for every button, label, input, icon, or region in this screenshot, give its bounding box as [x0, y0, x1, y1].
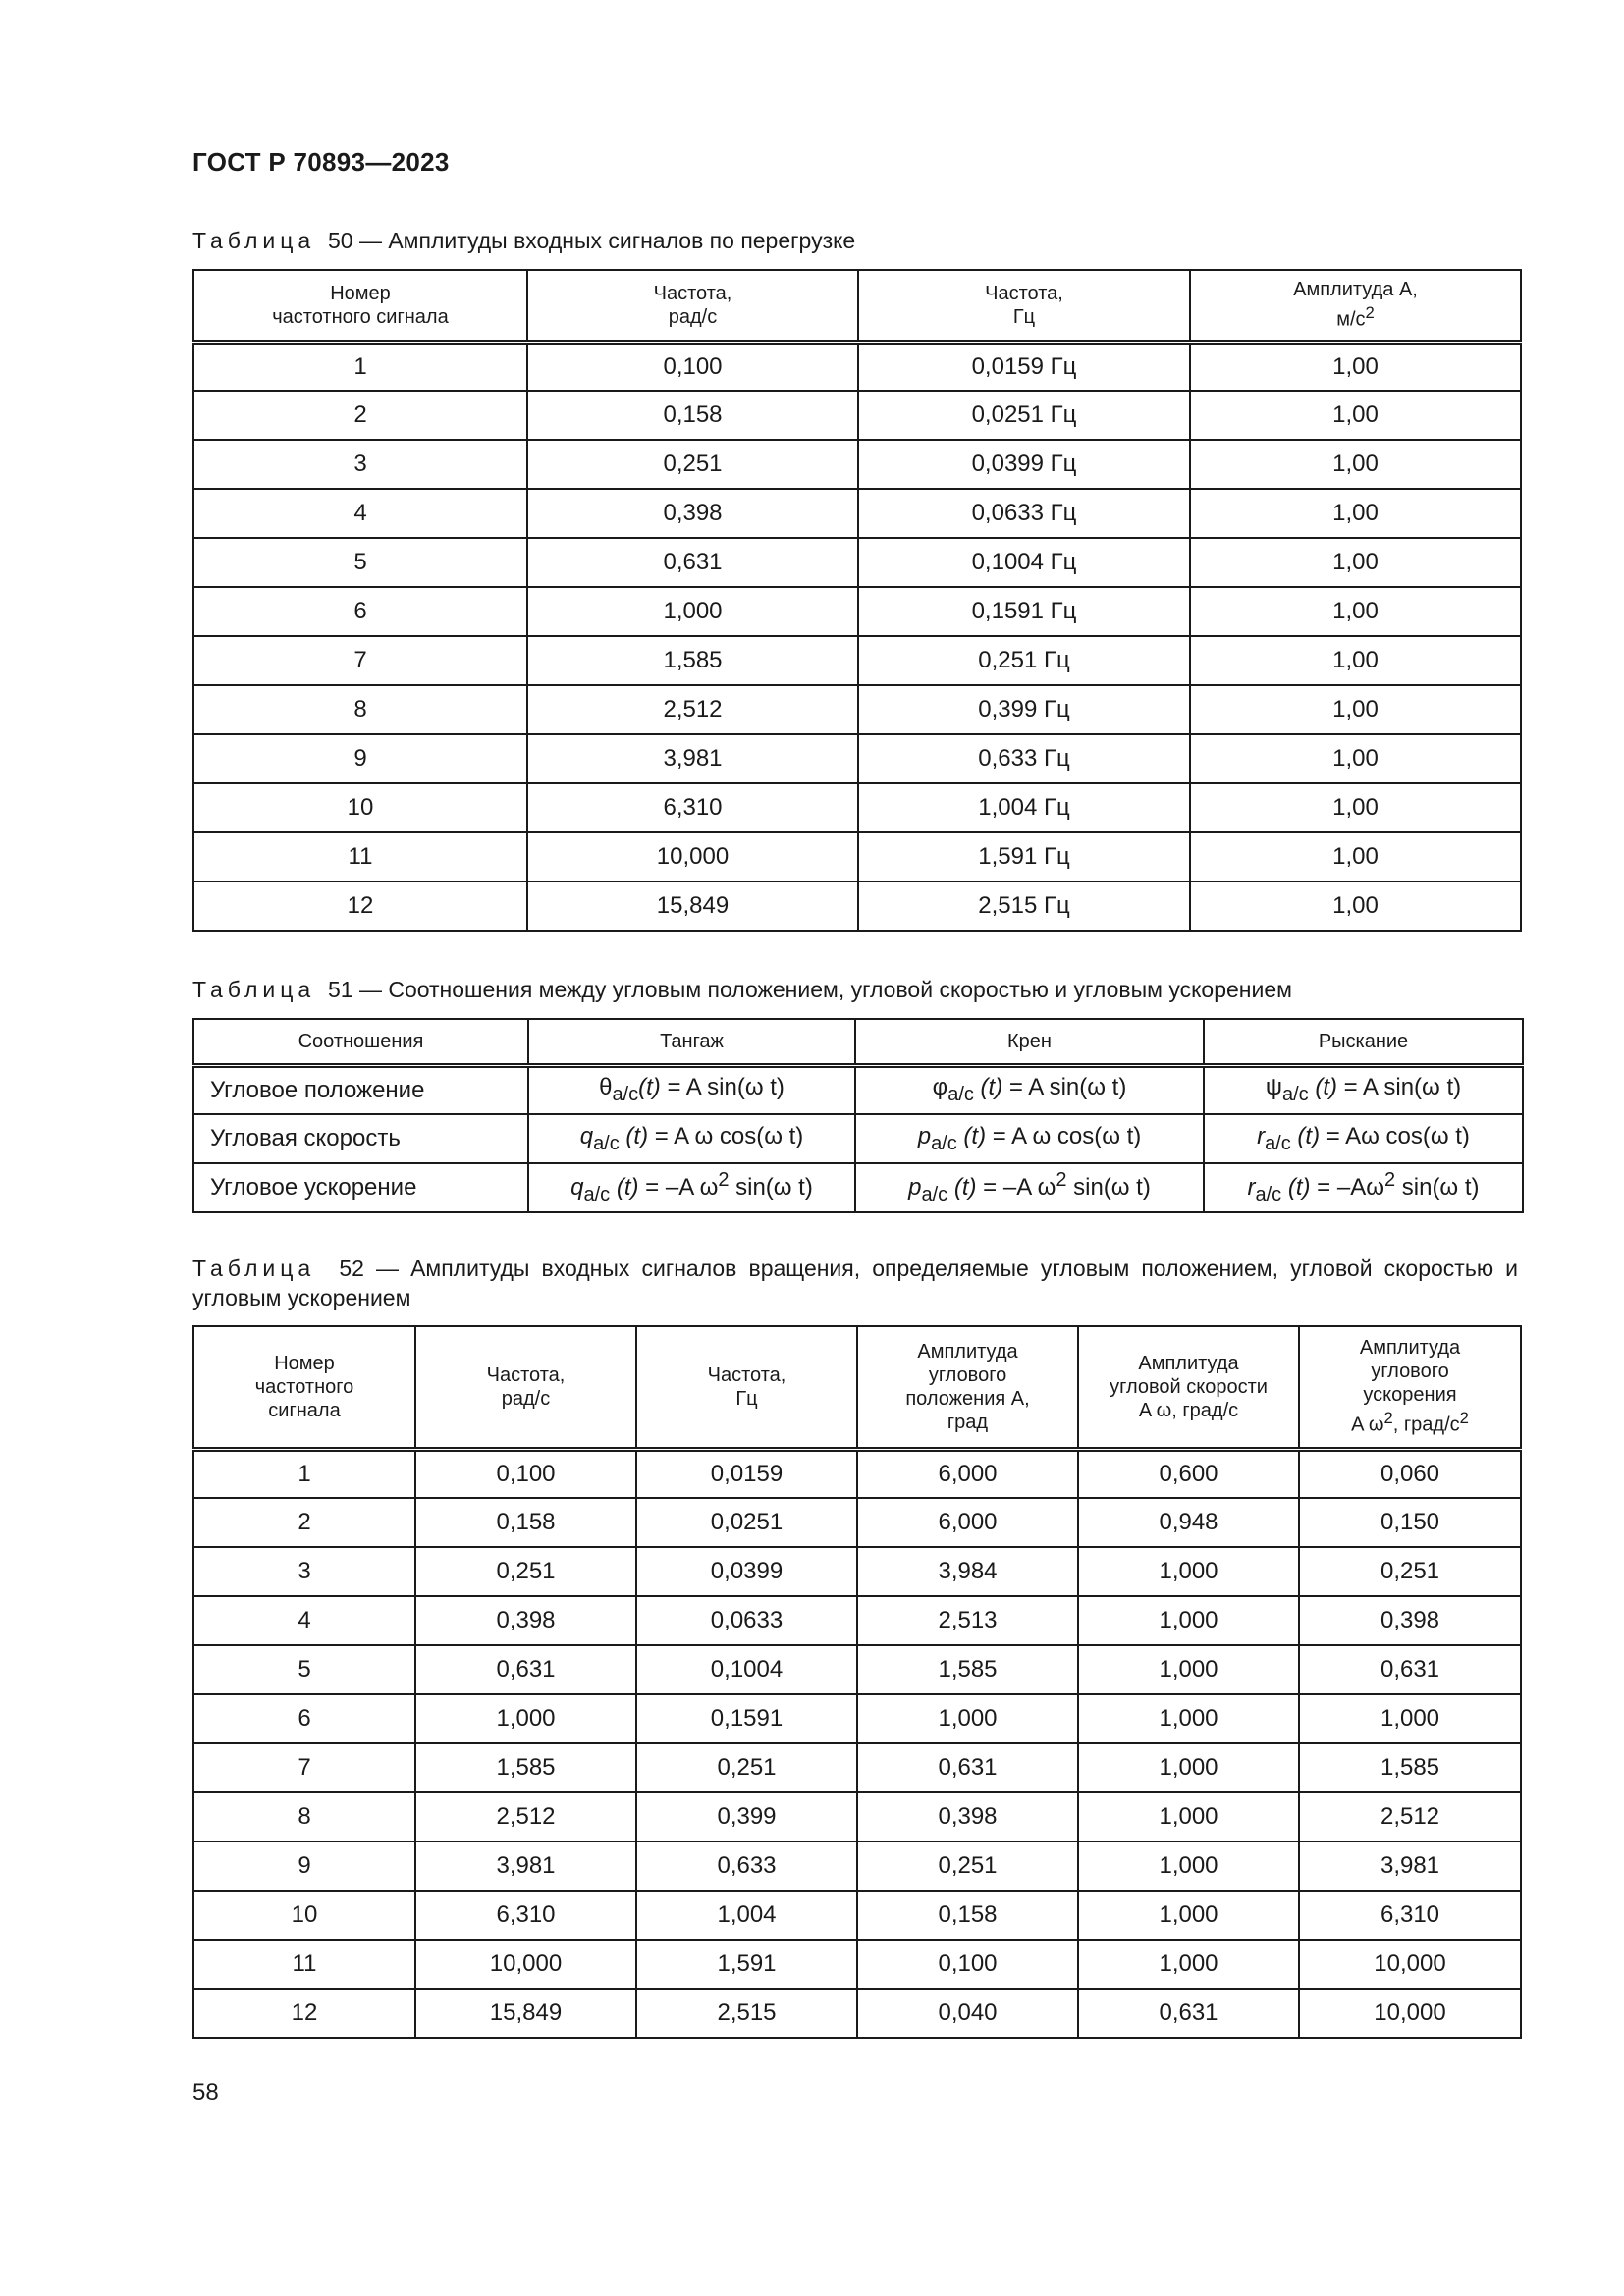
- header-amplitude: Амплитуда А, $м/с^2$: [1190, 270, 1521, 342]
- table-cell: 5: [193, 538, 527, 587]
- table-cell: 15,849: [527, 881, 858, 931]
- table-cell: 0,251: [415, 1547, 636, 1596]
- table-header-row: [193, 1019, 1523, 1065]
- table-cell: 0,251: [527, 440, 858, 489]
- table-cell: 1,004: [636, 1891, 857, 1940]
- table-cell: 1,000: [1078, 1547, 1299, 1596]
- table-cell: 1,000: [1078, 1940, 1299, 1989]
- header-frequency-rad: Частота, рад/с: [415, 1326, 636, 1449]
- table-cell: 0,100: [857, 1940, 1078, 1989]
- table-cell: 0,1004 Гц: [858, 538, 1190, 587]
- table-cell: 3,981: [415, 1842, 636, 1891]
- table-cell: 0,1591: [636, 1694, 857, 1743]
- table-row: [193, 1498, 1521, 1547]
- table-row: [193, 587, 1521, 636]
- header-frequency-hz: Частота, Гц: [858, 270, 1190, 342]
- table-cell: 10,000: [1299, 1940, 1521, 1989]
- table-row: [193, 1743, 1521, 1792]
- table-cell: 10,000: [415, 1940, 636, 1989]
- table-cell: 6,310: [527, 783, 858, 832]
- table-cell: 1,00: [1190, 636, 1521, 685]
- table-cell: 0,1004: [636, 1645, 857, 1694]
- table-cell: 1,000: [1078, 1842, 1299, 1891]
- table-cell: 1,00: [1190, 440, 1521, 489]
- table-cell: 15,849: [415, 1989, 636, 2038]
- table-header-row: [193, 270, 1521, 342]
- table-title: 51 — Соотношения между угловым положением, угловой скоростью и угловым ускорением: [327, 977, 1292, 1002]
- table-cell: 3,981: [1299, 1842, 1521, 1891]
- table-label: Таблица: [192, 1255, 316, 1281]
- table-cell: 0,948: [1078, 1498, 1299, 1547]
- roll-formula: $\varphi_{a/c}$ (t) = A sin(ω t): [855, 1065, 1204, 1114]
- header-frequency-number: Номер частотного сигнала: [193, 270, 527, 342]
- table-cell: 0,399: [636, 1792, 857, 1842]
- header-frequency-hz: Частота, Гц: [636, 1326, 857, 1449]
- table-cell: 0,0633: [636, 1596, 857, 1645]
- table-cell: 6,000: [857, 1449, 1078, 1498]
- table-cell: 0,0399 Гц: [858, 440, 1190, 489]
- table-cell: 1: [193, 342, 527, 391]
- table-cell: 1,00: [1190, 685, 1521, 734]
- table-row: [193, 489, 1521, 538]
- header-roll: Крен: [855, 1019, 1204, 1065]
- table-cell: 8: [193, 685, 527, 734]
- roll-formula: $p_{a/c}$ (t) = A ω cos(ω t): [855, 1114, 1204, 1163]
- table-row: [193, 1645, 1521, 1694]
- pitch-formula: $q_{a/c}$ (t) = A ω cos(ω t): [528, 1114, 855, 1163]
- table-row: [193, 1065, 1523, 1114]
- table-cell: 0,1591 Гц: [858, 587, 1190, 636]
- table-cell: 10: [193, 1891, 415, 1940]
- table-row: [193, 1449, 1521, 1498]
- table-cell: 0,0633 Гц: [858, 489, 1190, 538]
- table-label: Таблица: [192, 977, 316, 1002]
- table-cell: 0,398: [415, 1596, 636, 1645]
- table-cell: 0,631: [527, 538, 858, 587]
- table-label: Таблица: [192, 228, 316, 253]
- table-header-row: [193, 1326, 1521, 1449]
- table-cell: 1,585: [415, 1743, 636, 1792]
- table-cell: 1,00: [1190, 342, 1521, 391]
- table-cell: 0,631: [1299, 1645, 1521, 1694]
- table-cell: 1,585: [1299, 1743, 1521, 1792]
- table-cell: 6,310: [1299, 1891, 1521, 1940]
- table-row: [193, 1596, 1521, 1645]
- table-cell: 1,00: [1190, 783, 1521, 832]
- pitch-formula: $q_{a/c}$ (t) = –A $\omega^2$ sin(ω t): [528, 1163, 855, 1212]
- table-row: [193, 1842, 1521, 1891]
- table-cell: 0,0159 Гц: [858, 342, 1190, 391]
- table-cell: 4: [193, 489, 527, 538]
- table-cell: 0,0251: [636, 1498, 857, 1547]
- header-frequency-number: Номер частотного сигнала: [193, 1326, 415, 1449]
- table-cell: 3: [193, 440, 527, 489]
- roll-formula: $p_{a/c}$ (t) = –A $\omega^2$ sin(ω t): [855, 1163, 1204, 1212]
- table-cell: 1,591: [636, 1940, 857, 1989]
- table-cell: 0,040: [857, 1989, 1078, 2038]
- table-cell: 10,000: [527, 832, 858, 881]
- table-cell: 1,591 Гц: [858, 832, 1190, 881]
- table-cell: 1,000: [1078, 1596, 1299, 1645]
- table-52: [192, 1325, 1522, 2039]
- table-cell: 0,0159: [636, 1449, 857, 1498]
- table-cell: 2,513: [857, 1596, 1078, 1645]
- table-cell: 9: [193, 1842, 415, 1891]
- table-cell: 1,00: [1190, 391, 1521, 440]
- document-code: ГОСТ Р 70893—2023: [192, 147, 450, 177]
- table-51: [192, 1018, 1524, 1213]
- table-cell: 8: [193, 1792, 415, 1842]
- yaw-formula: $r_{a/c}$ $(t) = -A\omega^2$ sin(ω t): [1204, 1163, 1523, 1212]
- table-cell: 0,398: [857, 1792, 1078, 1842]
- table-cell: 6: [193, 1694, 415, 1743]
- table-cell: 1,000: [1078, 1891, 1299, 1940]
- table-row: [193, 832, 1521, 881]
- table-cell: 0,398: [527, 489, 858, 538]
- table-cell: 1,585: [527, 636, 858, 685]
- table-cell: 0,633 Гц: [858, 734, 1190, 783]
- table-row: [193, 1891, 1521, 1940]
- table-row: [193, 1114, 1523, 1163]
- table-row: [193, 685, 1521, 734]
- table-cell: 0,0251 Гц: [858, 391, 1190, 440]
- table-cell: 6,310: [415, 1891, 636, 1940]
- table-cell: 6: [193, 587, 527, 636]
- table-cell: 12: [193, 1989, 415, 2038]
- table-title: 50 — Амплитуды входных сигналов по перегрузке: [327, 228, 856, 253]
- table-cell: 0,251: [1299, 1547, 1521, 1596]
- table-cell: 1,00: [1190, 832, 1521, 881]
- table-cell: 0,100: [415, 1449, 636, 1498]
- table-cell: 0,399 Гц: [858, 685, 1190, 734]
- table-cell: 1,000: [1078, 1743, 1299, 1792]
- table-cell: 1,000: [415, 1694, 636, 1743]
- header-amplitude-velocity: Амплитуда угловой скорости A ω, град/с: [1078, 1326, 1299, 1449]
- table-cell: 2,512: [415, 1792, 636, 1842]
- table-cell: 3: [193, 1547, 415, 1596]
- table-cell: 1,000: [527, 587, 858, 636]
- table-cell: 0,600: [1078, 1449, 1299, 1498]
- table-cell: 1,585: [857, 1645, 1078, 1694]
- table-52-caption: [192, 1254, 1518, 1312]
- header-relations: Соотношения: [193, 1019, 528, 1065]
- header-yaw: Рыскание: [1204, 1019, 1523, 1065]
- table-row: [193, 1547, 1521, 1596]
- table-row: [193, 1694, 1521, 1743]
- table-row: [193, 636, 1521, 685]
- table-cell: 0,251: [857, 1842, 1078, 1891]
- table-row: [193, 1989, 1521, 2038]
- table-cell: 3,984: [857, 1547, 1078, 1596]
- table-cell: 2,512: [527, 685, 858, 734]
- table-cell: 1,000: [857, 1694, 1078, 1743]
- table-cell: 0,158: [527, 391, 858, 440]
- table-cell: 1,00: [1190, 881, 1521, 931]
- table-row: [193, 440, 1521, 489]
- table-cell: 1,00: [1190, 587, 1521, 636]
- table-cell: 0,251 Гц: [858, 636, 1190, 685]
- table-cell: 0,631: [857, 1743, 1078, 1792]
- table-cell: 3,981: [527, 734, 858, 783]
- table-row: [193, 783, 1521, 832]
- table-cell: 1,00: [1190, 734, 1521, 783]
- header-amplitude-acceleration: Амплитуда углового ускорения A $\omega^2$, град/$с^2$: [1299, 1326, 1521, 1449]
- table-cell: 2: [193, 1498, 415, 1547]
- table-cell: 0,251: [636, 1743, 857, 1792]
- table-cell: 1: [193, 1449, 415, 1498]
- table-cell: 0,158: [857, 1891, 1078, 1940]
- table-row: [193, 342, 1521, 391]
- yaw-formula: $r_{a/c}$ (t) = Aω cos(ω t): [1204, 1114, 1523, 1163]
- table-cell: 0,150: [1299, 1498, 1521, 1547]
- table-row: [193, 1940, 1521, 1989]
- table-cell: 0,633: [636, 1842, 857, 1891]
- table-cell: 1,00: [1190, 538, 1521, 587]
- table-cell: 12: [193, 881, 527, 931]
- table-row: [193, 1792, 1521, 1842]
- table-cell: 7: [193, 1743, 415, 1792]
- row-label: Угловая скорость: [193, 1114, 528, 1163]
- table-cell: 1,00: [1190, 489, 1521, 538]
- table-row: [193, 538, 1521, 587]
- table-cell: 5: [193, 1645, 415, 1694]
- table-50: [192, 269, 1522, 932]
- table-row: [193, 391, 1521, 440]
- table-cell: 0,631: [1078, 1989, 1299, 2038]
- table-cell: 4: [193, 1596, 415, 1645]
- table-cell: 0,631: [415, 1645, 636, 1694]
- table-50-caption: [192, 226, 1518, 255]
- table-cell: 0,398: [1299, 1596, 1521, 1645]
- table-cell: 11: [193, 1940, 415, 1989]
- row-label: Угловое ускорение: [193, 1163, 528, 1212]
- table-cell: 2,515 Гц: [858, 881, 1190, 931]
- yaw-formula: $\psi_{a/c}$ (t) = A sin(ω t): [1204, 1065, 1523, 1114]
- table-cell: 1,000: [1078, 1792, 1299, 1842]
- table-cell: 0,158: [415, 1498, 636, 1547]
- table-cell: 9: [193, 734, 527, 783]
- table-row: [193, 1163, 1523, 1212]
- table-cell: 1,000: [1078, 1645, 1299, 1694]
- row-label: Угловое положение: [193, 1065, 528, 1114]
- header-frequency-rad: Частота, рад/с: [527, 270, 858, 342]
- table-cell: 11: [193, 832, 527, 881]
- table-cell: 7: [193, 636, 527, 685]
- table-cell: 10,000: [1299, 1989, 1521, 2038]
- table-cell: 0,100: [527, 342, 858, 391]
- table-cell: 2: [193, 391, 527, 440]
- table-cell: 1,000: [1299, 1694, 1521, 1743]
- table-cell: 2,512: [1299, 1792, 1521, 1842]
- header-pitch: Тангаж: [528, 1019, 855, 1065]
- table-cell: 1,004 Гц: [858, 783, 1190, 832]
- table-cell: 0,060: [1299, 1449, 1521, 1498]
- table-cell: 6,000: [857, 1498, 1078, 1547]
- table-row: [193, 881, 1521, 931]
- header-amplitude-position: Амплитуда углового положения A, град: [857, 1326, 1078, 1449]
- table-cell: 10: [193, 783, 527, 832]
- table-row: [193, 734, 1521, 783]
- table-cell: 0,0399: [636, 1547, 857, 1596]
- pitch-formula: $\theta_{a/c}(t) = A$ sin(ω t): [528, 1065, 855, 1114]
- table-51-caption: [192, 975, 1518, 1004]
- table-title: 52 — Амплитуды входных сигналов вращения, определяемые угловым положением, угловой скоростью и угловым ускорением: [192, 1255, 1518, 1310]
- page-number: 58: [192, 2079, 219, 2106]
- table-cell: 2,515: [636, 1989, 857, 2038]
- table-cell: 1,000: [1078, 1694, 1299, 1743]
